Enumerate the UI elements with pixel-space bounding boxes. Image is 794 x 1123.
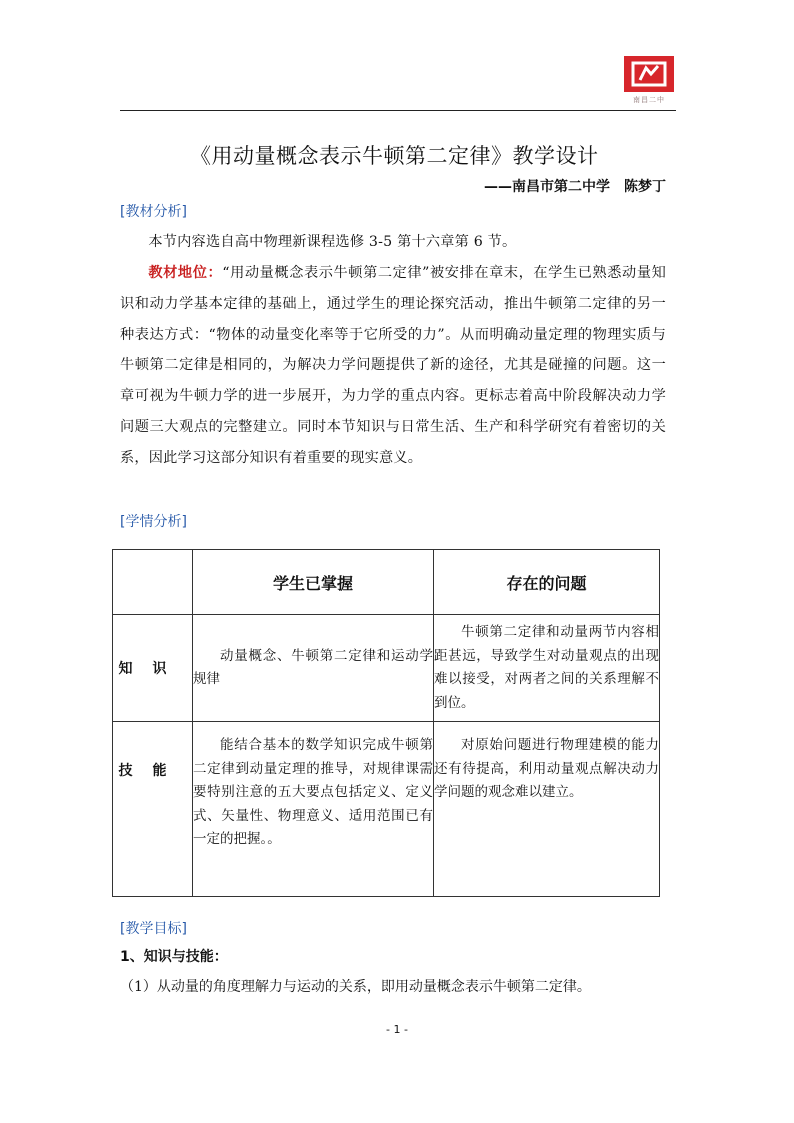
section-learner-analysis: [学情分析] <box>120 514 187 530</box>
section-teaching-goals: [教学目标] <box>120 921 187 937</box>
table-row <box>113 615 660 722</box>
author-byline: ——南昌市第二中学 陈梦丁 <box>484 179 666 195</box>
table-header-row <box>113 550 660 615</box>
school-logo-icon <box>624 56 674 92</box>
row-label-skills: 技能 <box>113 722 193 897</box>
goal-heading-knowledge-skills: 1、知识与技能： <box>120 949 228 965</box>
school-logo <box>624 56 674 110</box>
table-header-empty <box>113 550 193 615</box>
table-row <box>113 722 660 897</box>
knowledge-problems-cell: 牛顿第二定律和动量两节内容相距甚远，导致学生对动量观点的出现难以接受，对两者之间的关系理解不到位。 <box>434 615 660 722</box>
textbook-intro: 本节内容选自高中物理新课程选修 3-5 第十六章第 6 节。 <box>148 234 517 250</box>
header-rule <box>120 110 676 111</box>
section-textbook-analysis: [教材分析] <box>120 204 187 220</box>
learner-analysis-table <box>112 549 660 897</box>
knowledge-mastered-cell: 动量概念、牛顿第二定律和运动学规律 <box>193 615 434 722</box>
goal-item-1: （1）从动量的角度理解力与运动的关系，即用动量概念表示牛顿第二定律。 <box>120 979 591 995</box>
position-label: 教材地位： <box>148 265 223 281</box>
textbook-position-paragraph <box>120 258 666 474</box>
logo-caption: 南昌二中 <box>633 96 665 104</box>
document-title: 《用动量概念表示牛顿第二定律》教学设计 <box>190 144 599 168</box>
position-body: “用动量概念表示牛顿第二定律”被安排在章末，在学生已熟悉动量知识和动力学基本定律的基础上，通过学生的理论探究活动，推出牛顿第二定律的另一种表达方式：“物体的动量变化率等于它所受的力”。从而明确动量定理的物理实质与牛顿第二定律是相同的，为解决力学问题提供了新的途径，尤其是碰撞的问题。这一章可视为牛顿力学的进一步展开，为力学的重点内容。更标志着高中阶段解决动力学问题三大观点的完整建立。同时本节知识与日常生活、生产和科学研究有着密切的关系，因此学习这部分知识有着重要的现实意义。 <box>120 265 666 466</box>
skills-mastered-cell: 能结合基本的数学知识完成牛顿第二定律到动量定理的推导，对规律课需要特别注意的五大要点包括定义、定义式、矢量性、物理意义、适用范围已有一定的把握。。 <box>193 722 434 897</box>
table-header-problems: 存在的问题 <box>434 550 660 615</box>
page-number: - 1 - <box>386 1023 408 1036</box>
row-label-knowledge: 知识 <box>113 615 193 722</box>
skills-problems-cell: 对原始问题进行物理建模的能力还有待提高，利用动量观点解决动力学问题的观念难以建立。 <box>434 722 660 897</box>
table-header-mastered: 学生已掌握 <box>193 550 434 615</box>
